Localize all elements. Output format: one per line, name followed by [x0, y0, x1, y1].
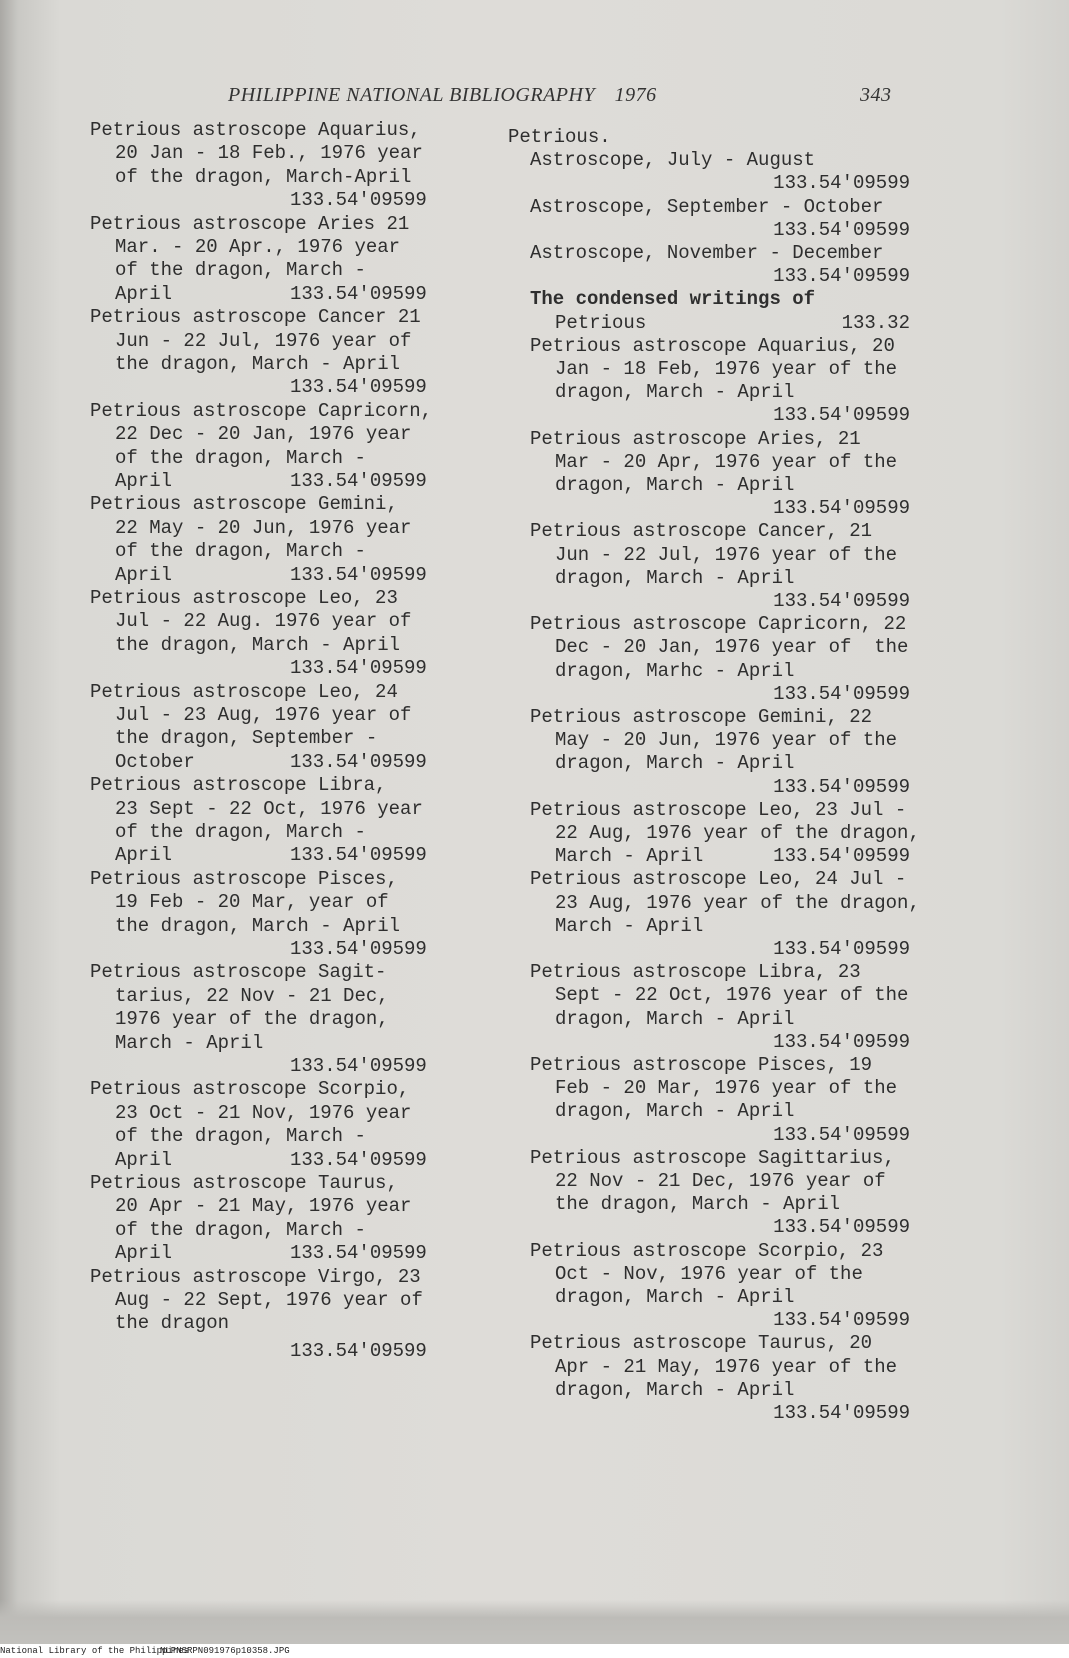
entry-line: 23 Sept - 22 Oct, 1976 year [115, 797, 423, 820]
scan-footer [0, 1644, 1069, 1658]
entry-line: Petrious astroscope Leo, 23 [90, 587, 398, 609]
footer-library: National Library of the Philippines [0, 1646, 190, 1656]
entry-line: 20 Apr - 21 May, 1976 year [115, 1195, 412, 1218]
call-number: 133.54'09599 [290, 844, 427, 867]
entry-line: Mar. - 20 Apr., 1976 year [115, 236, 401, 258]
entry-line: Petrious astroscope Scorpio, [90, 1078, 410, 1101]
entry-line: Petrious astroscope Pisces, [90, 867, 398, 890]
entry-line: March - April [115, 1031, 264, 1054]
entry-line: Petrious astroscope Aries 21 [90, 212, 410, 235]
entry-line: of the dragon, March-April [115, 165, 412, 188]
entry-line: Petrious astroscope Aquarius, 20 [530, 334, 895, 357]
entry-line: Dec - 20 Jan, 1976 year of the [555, 636, 909, 659]
call-number: 133.54'09599 [773, 172, 910, 195]
entry-line: October [115, 750, 195, 773]
entry-line: Aug - 22 Sept, 1976 year of [115, 1289, 423, 1311]
call-number: 133.54'09599 [290, 470, 427, 492]
entry-line: The condensed writings of [530, 288, 816, 311]
page-number: 343 [860, 84, 892, 106]
entry-line: of the dragon, March - [115, 540, 366, 563]
entry-line: dragon, March - April [555, 566, 795, 589]
entry-line: Astroscope, November - December [530, 242, 884, 264]
header-title: PHILIPPINE NATIONAL BIBLIOGRAPHY [228, 84, 596, 106]
entry-line: Petrious astroscope Taurus, 20 [530, 1332, 873, 1355]
entry-line: 22 May - 20 Jun, 1976 year [115, 516, 412, 539]
call-number: 133.54'09599 [773, 1216, 910, 1239]
entry-line: Jul - 22 Aug. 1976 year of [115, 610, 412, 633]
entry-line: Petrious astroscope Virgo, 23 [90, 1265, 421, 1288]
entry-line: of the dragon, March - [115, 259, 366, 282]
entry-line: dragon, March - April [555, 1100, 795, 1123]
entry-line: Feb - 20 Mar, 1976 year of the [555, 1077, 898, 1100]
call-number: 133.54'09599 [773, 1030, 910, 1053]
entry-line: Petrious. [508, 126, 611, 148]
entry-line: Petrious astroscope Sagit- [90, 961, 387, 984]
call-number: 133.54'09599 [290, 1148, 427, 1171]
entry-line: Petrious astroscope Leo, 24 [90, 680, 398, 703]
entry-line: Petrious astroscope Aquarius, [90, 119, 421, 141]
entry-line: Petrious astroscope Leo, 23 Jul - [530, 798, 907, 821]
entry-line: dragon, March - April [555, 1378, 795, 1401]
entry-line: of the dragon, March - [115, 821, 366, 843]
entry-line: the dragon, March - April [115, 353, 401, 375]
call-number: 133.54'09599 [773, 1402, 910, 1424]
entry-line: Petrious [555, 311, 647, 334]
call-number: 133.54'09599 [773, 1309, 910, 1332]
entry-line: 20 Jan - 18 Feb., 1976 year [115, 142, 423, 165]
entry-line: May - 20 Jun, 1976 year of the [555, 729, 898, 752]
call-number: 133.54'09599 [773, 590, 910, 612]
call-number: 133.54'09599 [773, 404, 910, 427]
call-number: 133.32 [841, 311, 910, 334]
entry-line: the dragon, March - April [115, 914, 401, 937]
entry-line: 23 Oct - 21 Nov, 1976 year [115, 1101, 412, 1124]
entry-line: Petrious astroscope Gemini, 22 [530, 706, 873, 728]
entry-line: Petrious astroscope Capricorn, [90, 399, 433, 422]
entry-line: dragon, March - April [555, 1286, 795, 1308]
call-number: 133.54'09599 [290, 1242, 427, 1265]
call-number: 133.54'09599 [773, 938, 910, 960]
entry-line: Petrious astroscope Libra, [90, 774, 387, 797]
entry-line: Astroscope, September - October [530, 195, 884, 218]
entry-line: tarius, 22 Nov - 21 Dec, [115, 984, 389, 1007]
entry-line: Petrious astroscope Libra, 23 [530, 961, 861, 984]
entry-line: Apr - 21 May, 1976 year of the [555, 1355, 898, 1378]
entry-line: Petrious astroscope Scorpio, 23 [530, 1239, 884, 1262]
entry-line: Jun - 22 Jul, 1976 year of [115, 329, 412, 352]
entry-line: 19 Feb - 20 Mar, year of [115, 891, 389, 914]
entry-line: April [115, 563, 173, 586]
entry-line: Petrious astroscope Taurus, [90, 1172, 398, 1194]
call-number: 133.54'09599 [773, 682, 910, 705]
header-year: 1976 [614, 84, 657, 106]
call-number: 133.54'09599 [290, 657, 427, 680]
entry-line: Jan - 18 Feb, 1976 year of the [555, 358, 898, 380]
entry-line: Astroscope, July - August [530, 149, 816, 172]
entry-line: April [115, 844, 173, 867]
entry-line: of the dragon, March - [115, 1218, 366, 1241]
entry-line: of the dragon, March - [115, 446, 366, 469]
entry-line: April [115, 1242, 173, 1265]
entry-line: of the dragon, March - [115, 1125, 366, 1148]
call-number: 133.54'09599 [290, 282, 427, 305]
entry-line: dragon, March - April [555, 1007, 795, 1030]
call-number: 133.54'09599 [773, 265, 910, 288]
entry-line: 1976 year of the dragon, [115, 1008, 389, 1031]
call-number: 133.54'09599 [290, 750, 427, 773]
entry-line: April [115, 1148, 173, 1171]
entry-line: Petrious astroscope Gemini, [90, 493, 398, 516]
footer-filename: NLPNSRPN091976p10358.JPG [160, 1646, 290, 1656]
entry-line: Petrious astroscope Pisces, 19 [530, 1054, 873, 1076]
entry-line: Mar - 20 Apr, 1976 year of the [555, 450, 898, 473]
entry-line: Petrious astroscope Capricorn, 22 [530, 613, 907, 636]
entry-line: Petrious astroscope Cancer, 21 [530, 520, 873, 543]
entry-line: 22 Dec - 20 Jan, 1976 year [115, 423, 412, 446]
entry-line: 22 Aug, 1976 year of the dragon, [555, 822, 920, 844]
call-number: 133.54'09599 [773, 497, 910, 520]
call-number: 133.54'09599 [290, 1055, 427, 1077]
scan-shadow [0, 1600, 1069, 1644]
entry-line: April [115, 282, 173, 305]
entry-line: Jun - 22 Jul, 1976 year of the [555, 543, 898, 566]
call-number: 133.54'09599 [290, 1339, 427, 1362]
entry-line: March - April [555, 914, 704, 937]
entry-line: the dragon [115, 1312, 230, 1335]
entry-line: Sept - 22 Oct, 1976 year of the [555, 984, 909, 1007]
entry-line: March - April [555, 845, 704, 868]
call-number: 133.54'09599 [773, 218, 910, 241]
entry-line: the dragon, September - [115, 727, 378, 750]
entry-line: dragon, March - April [555, 474, 795, 496]
entry-line: dragon, Marhc - April [555, 659, 795, 682]
entry-line: April [115, 470, 173, 492]
entry-line: Petrious astroscope Sagittarius, [530, 1146, 895, 1169]
entry-line: Oct - Nov, 1976 year of the [555, 1262, 863, 1285]
call-number: 133.54'09599 [773, 845, 910, 868]
call-number: 133.54'09599 [773, 1123, 910, 1146]
entry-line: Jul - 23 Aug, 1976 year of [115, 704, 412, 726]
entry-line: the dragon, March - April [115, 633, 401, 656]
call-number: 133.54'09599 [290, 189, 427, 212]
entry-line: 23 Aug, 1976 year of the dragon, [555, 891, 920, 914]
entry-line: Petrious astroscope Aries, 21 [530, 427, 861, 450]
call-number: 133.54'09599 [290, 376, 427, 399]
entry-line: dragon, March - April [555, 752, 795, 775]
entry-line: Petrious astroscope Cancer 21 [90, 306, 421, 329]
call-number: 133.54'09599 [290, 938, 427, 960]
call-number: 133.54'09599 [290, 563, 427, 586]
entry-line: 22 Nov - 21 Dec, 1976 year of [555, 1170, 886, 1192]
entry-line: dragon, March - April [555, 381, 795, 404]
entry-line: the dragon, March - April [555, 1193, 841, 1216]
call-number: 133.54'09599 [773, 775, 910, 798]
running-header [228, 84, 657, 107]
entry-line: Petrious astroscope Leo, 24 Jul - [530, 868, 907, 891]
